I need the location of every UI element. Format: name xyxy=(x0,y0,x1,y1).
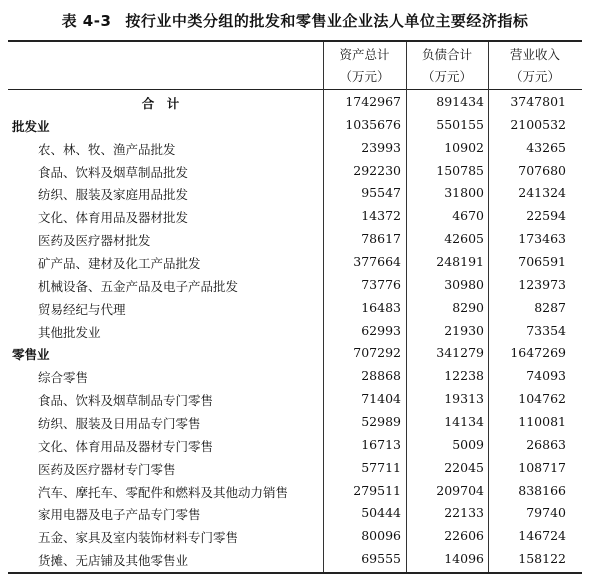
row-value: 123973 xyxy=(518,276,566,292)
row-value: 104762 xyxy=(518,391,566,407)
row-value: 2100532 xyxy=(510,116,566,132)
row-value: 80096 xyxy=(361,528,401,544)
table-row xyxy=(8,205,582,228)
row-value: 71404 xyxy=(361,391,401,407)
row-value: 1647269 xyxy=(510,345,566,361)
top-rule xyxy=(8,40,582,42)
column-header-unit: （万元） xyxy=(339,69,390,84)
row-value: 173463 xyxy=(518,231,566,247)
table-row xyxy=(8,480,582,503)
row-value: 209704 xyxy=(436,482,484,498)
row-label: 汽车、摩托车、零配件和燃料及其他动力销售 xyxy=(38,484,289,500)
bottom-rule xyxy=(8,572,582,574)
row-value: 4670 xyxy=(452,208,484,224)
column-header-name: 资产总计 xyxy=(339,47,390,62)
row-label: 综合零售 xyxy=(38,370,89,386)
column-header-assets xyxy=(323,44,406,88)
row-value: 22606 xyxy=(444,528,484,544)
table-row xyxy=(8,411,582,434)
row-value: 21930 xyxy=(444,322,484,338)
row-value: 146724 xyxy=(518,528,566,544)
table-row xyxy=(8,502,582,525)
table-row xyxy=(8,228,582,251)
row-value: 22133 xyxy=(444,505,484,521)
row-label: 农、林、牧、渔产品批发 xyxy=(38,141,176,157)
row-value: 62993 xyxy=(361,322,401,338)
column-header-name: 负债合计 xyxy=(421,47,472,62)
column-header-revenue xyxy=(488,44,582,88)
row-value: 550155 xyxy=(436,116,484,132)
row-label: 食品、饮料及烟草制品批发 xyxy=(38,164,189,180)
row-value: 42605 xyxy=(444,231,484,247)
row-value: 241324 xyxy=(518,185,566,201)
row-value: 8287 xyxy=(534,299,566,315)
row-value: 158122 xyxy=(518,551,566,567)
table-row xyxy=(8,160,582,183)
row-value: 30980 xyxy=(444,276,484,292)
table-row xyxy=(8,251,582,274)
row-value: 52989 xyxy=(361,414,401,430)
row-value: 110081 xyxy=(518,414,566,430)
table-row xyxy=(8,91,582,114)
row-label: 文化、体育用品及器材专门零售 xyxy=(38,438,214,454)
table-row xyxy=(8,342,582,365)
row-label: 矿产品、建材及化工产品批发 xyxy=(38,256,201,272)
table-row xyxy=(8,182,582,205)
row-value: 3747801 xyxy=(510,94,566,109)
row-value: 14372 xyxy=(361,208,401,224)
row-value: 95547 xyxy=(361,185,401,201)
table-row xyxy=(8,274,582,297)
row-value: 292230 xyxy=(353,162,401,178)
row-value: 16483 xyxy=(361,299,401,315)
row-value: 108717 xyxy=(518,459,566,475)
row-label: 五金、家具及室内装饰材料专门零售 xyxy=(38,530,239,546)
row-value: 150785 xyxy=(436,162,484,178)
column-header-unit: （万元） xyxy=(509,69,560,84)
row-value: 74093 xyxy=(526,368,566,384)
row-label: 纺织、服装及家庭用品批发 xyxy=(38,187,189,203)
row-label: 纺织、服装及日用品专门零售 xyxy=(38,416,201,432)
row-label: 食品、饮料及烟草制品专门零售 xyxy=(38,393,214,409)
row-value: 1035676 xyxy=(345,116,401,132)
row-value: 73776 xyxy=(361,276,401,292)
row-value: 12238 xyxy=(444,368,484,384)
row-value: 78617 xyxy=(361,231,401,247)
table-row xyxy=(8,388,582,411)
row-label: 文化、体育用品及器材批发 xyxy=(38,210,189,226)
row-value: 1742967 xyxy=(345,94,401,109)
row-value: 8290 xyxy=(452,299,484,315)
column-header-unit: （万元） xyxy=(421,69,472,84)
table-title-text: 按行业中类分组的批发和零售业企业法人单位主要经济指标 xyxy=(125,12,529,30)
row-label: 医药及医疗器材批发 xyxy=(38,233,151,249)
row-label: 其他批发业 xyxy=(38,324,101,340)
row-value: 279511 xyxy=(353,482,401,498)
row-value: 69555 xyxy=(361,551,401,567)
table-title xyxy=(0,10,590,31)
row-value: 341279 xyxy=(436,345,484,361)
row-value: 838166 xyxy=(518,482,566,498)
row-label: 贸易经纪与代理 xyxy=(38,301,126,317)
row-value: 16713 xyxy=(361,436,401,452)
row-value: 22594 xyxy=(526,208,566,224)
row-value: 43265 xyxy=(526,139,566,155)
row-label: 医药及医疗器材专门零售 xyxy=(38,461,176,477)
table-row xyxy=(8,434,582,457)
row-value: 707680 xyxy=(518,162,566,178)
row-label: 合 计 xyxy=(141,96,180,111)
row-value: 5009 xyxy=(452,436,484,452)
row-label: 批发业 xyxy=(12,118,50,134)
row-value: 707292 xyxy=(353,345,401,361)
table-number: 表 4-3 xyxy=(61,12,112,30)
table-row xyxy=(8,297,582,320)
table-row xyxy=(8,137,582,160)
row-label: 货摊、无店铺及其他零售业 xyxy=(38,553,189,569)
table-row xyxy=(8,548,582,571)
column-header-liabilities xyxy=(406,44,488,88)
row-value: 73354 xyxy=(526,322,566,338)
column-header-name: 营业收入 xyxy=(509,47,560,62)
table-row xyxy=(8,525,582,548)
table-row xyxy=(8,114,582,137)
table-row xyxy=(8,457,582,480)
row-value: 31800 xyxy=(444,185,484,201)
row-label: 家用电器及电子产品专门零售 xyxy=(38,507,201,523)
header-rule xyxy=(8,89,582,90)
row-value: 706591 xyxy=(518,254,566,270)
row-value: 50444 xyxy=(361,505,401,521)
table-row xyxy=(8,320,582,343)
row-value: 14096 xyxy=(444,551,484,567)
row-label: 零售业 xyxy=(12,347,50,363)
row-value: 14134 xyxy=(444,414,484,430)
row-value: 891434 xyxy=(436,94,484,109)
row-label: 机械设备、五金产品及电子产品批发 xyxy=(38,278,239,294)
row-value: 22045 xyxy=(444,459,484,475)
row-value: 23993 xyxy=(361,139,401,155)
row-value: 28868 xyxy=(361,368,401,384)
row-value: 26863 xyxy=(526,436,566,452)
row-value: 10902 xyxy=(444,139,484,155)
row-value: 19313 xyxy=(444,391,484,407)
row-value: 248191 xyxy=(436,254,484,270)
row-value: 377664 xyxy=(353,254,401,270)
row-value: 79740 xyxy=(526,505,566,521)
row-value: 57711 xyxy=(361,459,401,475)
table-row xyxy=(8,365,582,388)
